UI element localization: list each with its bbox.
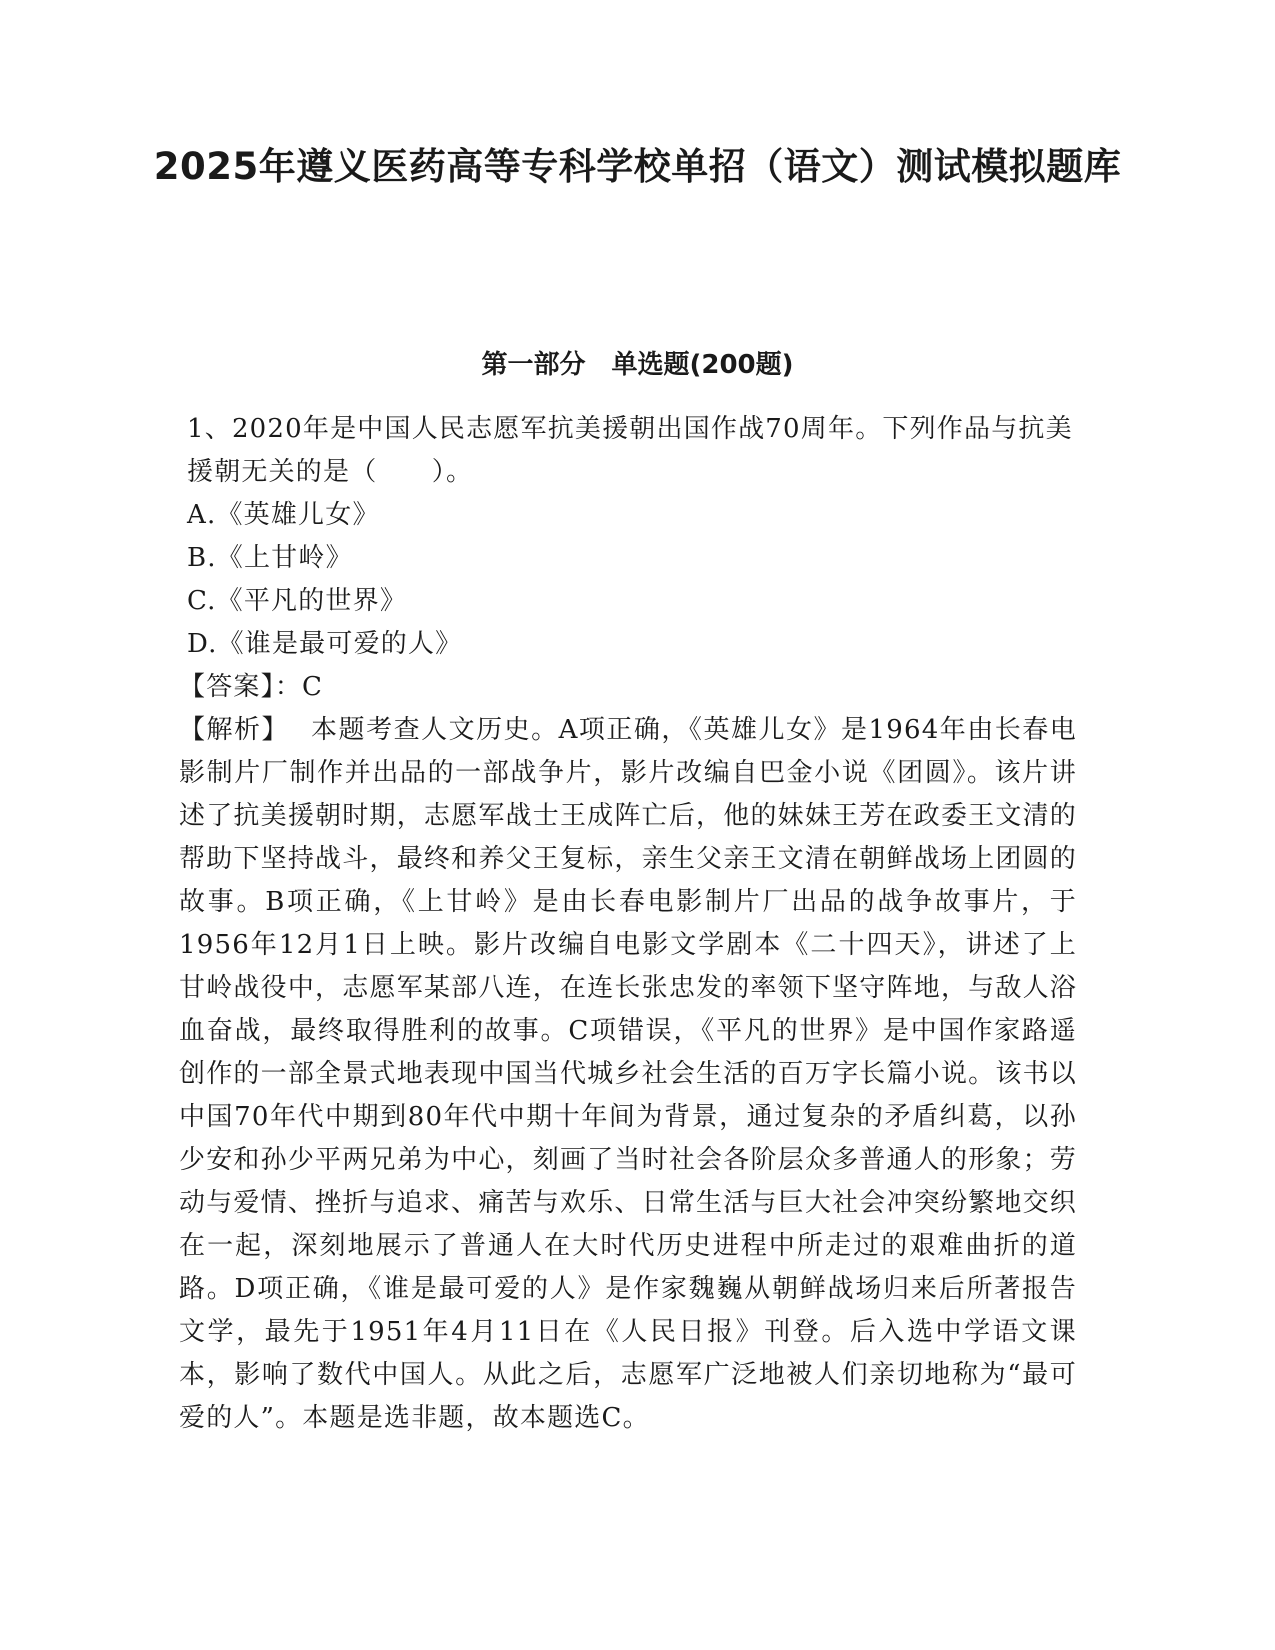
answer-line: [179, 666, 1077, 709]
question-stem: 1、2020年是中国人民志愿军抗美援朝出国作战70周年。下列作品与抗美援朝无关的是（ ）。: [187, 414, 1073, 487]
analysis-paragraph: [179, 709, 1077, 1440]
option-c: C.《平凡的世界》: [187, 586, 408, 616]
option-a: A.《英雄儿女》: [187, 500, 380, 530]
answer-label: 【答案】: [179, 672, 275, 702]
answer-value: ：C: [274, 672, 324, 702]
document-title: 2025年遵义医药高等专科学校单招（语文）测试模拟题库: [153, 145, 1122, 188]
option-d: D.《谁是最可爱的人》: [187, 629, 463, 659]
section-heading: 第一部分 单选题(200题): [481, 350, 794, 380]
question-1: [179, 408, 1077, 1440]
analysis-text: 本题考查人文历史。A项正确，《英雄儿女》是1964年由长春电影制片厂制作并出品的一部战争片，影片改编自巴金小说《团圆》。该片讲述了抗美援朝时期，志愿军战士王成阵亡后，他的妹妹王芳在政委王文清的帮助下坚持战斗，最终和养父王复标，亲生父亲王文清在朝鲜战场上团圆的故事。B项正确，《上甘岭》是由长春电影制片厂出品的战争故事片，于1956年12月1日上映。影片改编自电影文学剧本《二十四天》，讲述了上甘岭战役中，志愿军某部八连，在连长张忠发的率领下坚守阵地，与敌人浴血奋战，最终取得胜利的故事。C项错误，《平凡的世界》是中国作家路遥创作的一部全景式地表现中国当代城乡社会生活的百万字长篇小说。该书以中国70年代中期到80年代中期十年间为背景，通过复杂的矛盾纠葛，以孙少安和孙少平两兄弟为中心，刻画了当时社会各阶层众多普通人的形象；劳动与爱情、挫折与追求、痛苦与欢乐、日常生活与巨大社会冲突纷繁地交织在一起，深刻地展示了普通人在大时代历史进程中所走过的艰难曲折的道路。D项正确，《谁是最可爱的人》是作家魏巍从朝鲜战场归来后所著报告文学，最先于1951年4月11日在《人民日报》刊登。后入选中学语文课本，影响了数代中国人。从此之后，志愿军广泛地被人们亲切地称为“最可爱的人”。本题是选非题，故本题选C。: [179, 715, 1077, 1433]
analysis-label: 【解析】: [179, 715, 290, 745]
option-b: B.《上甘岭》: [187, 543, 353, 573]
